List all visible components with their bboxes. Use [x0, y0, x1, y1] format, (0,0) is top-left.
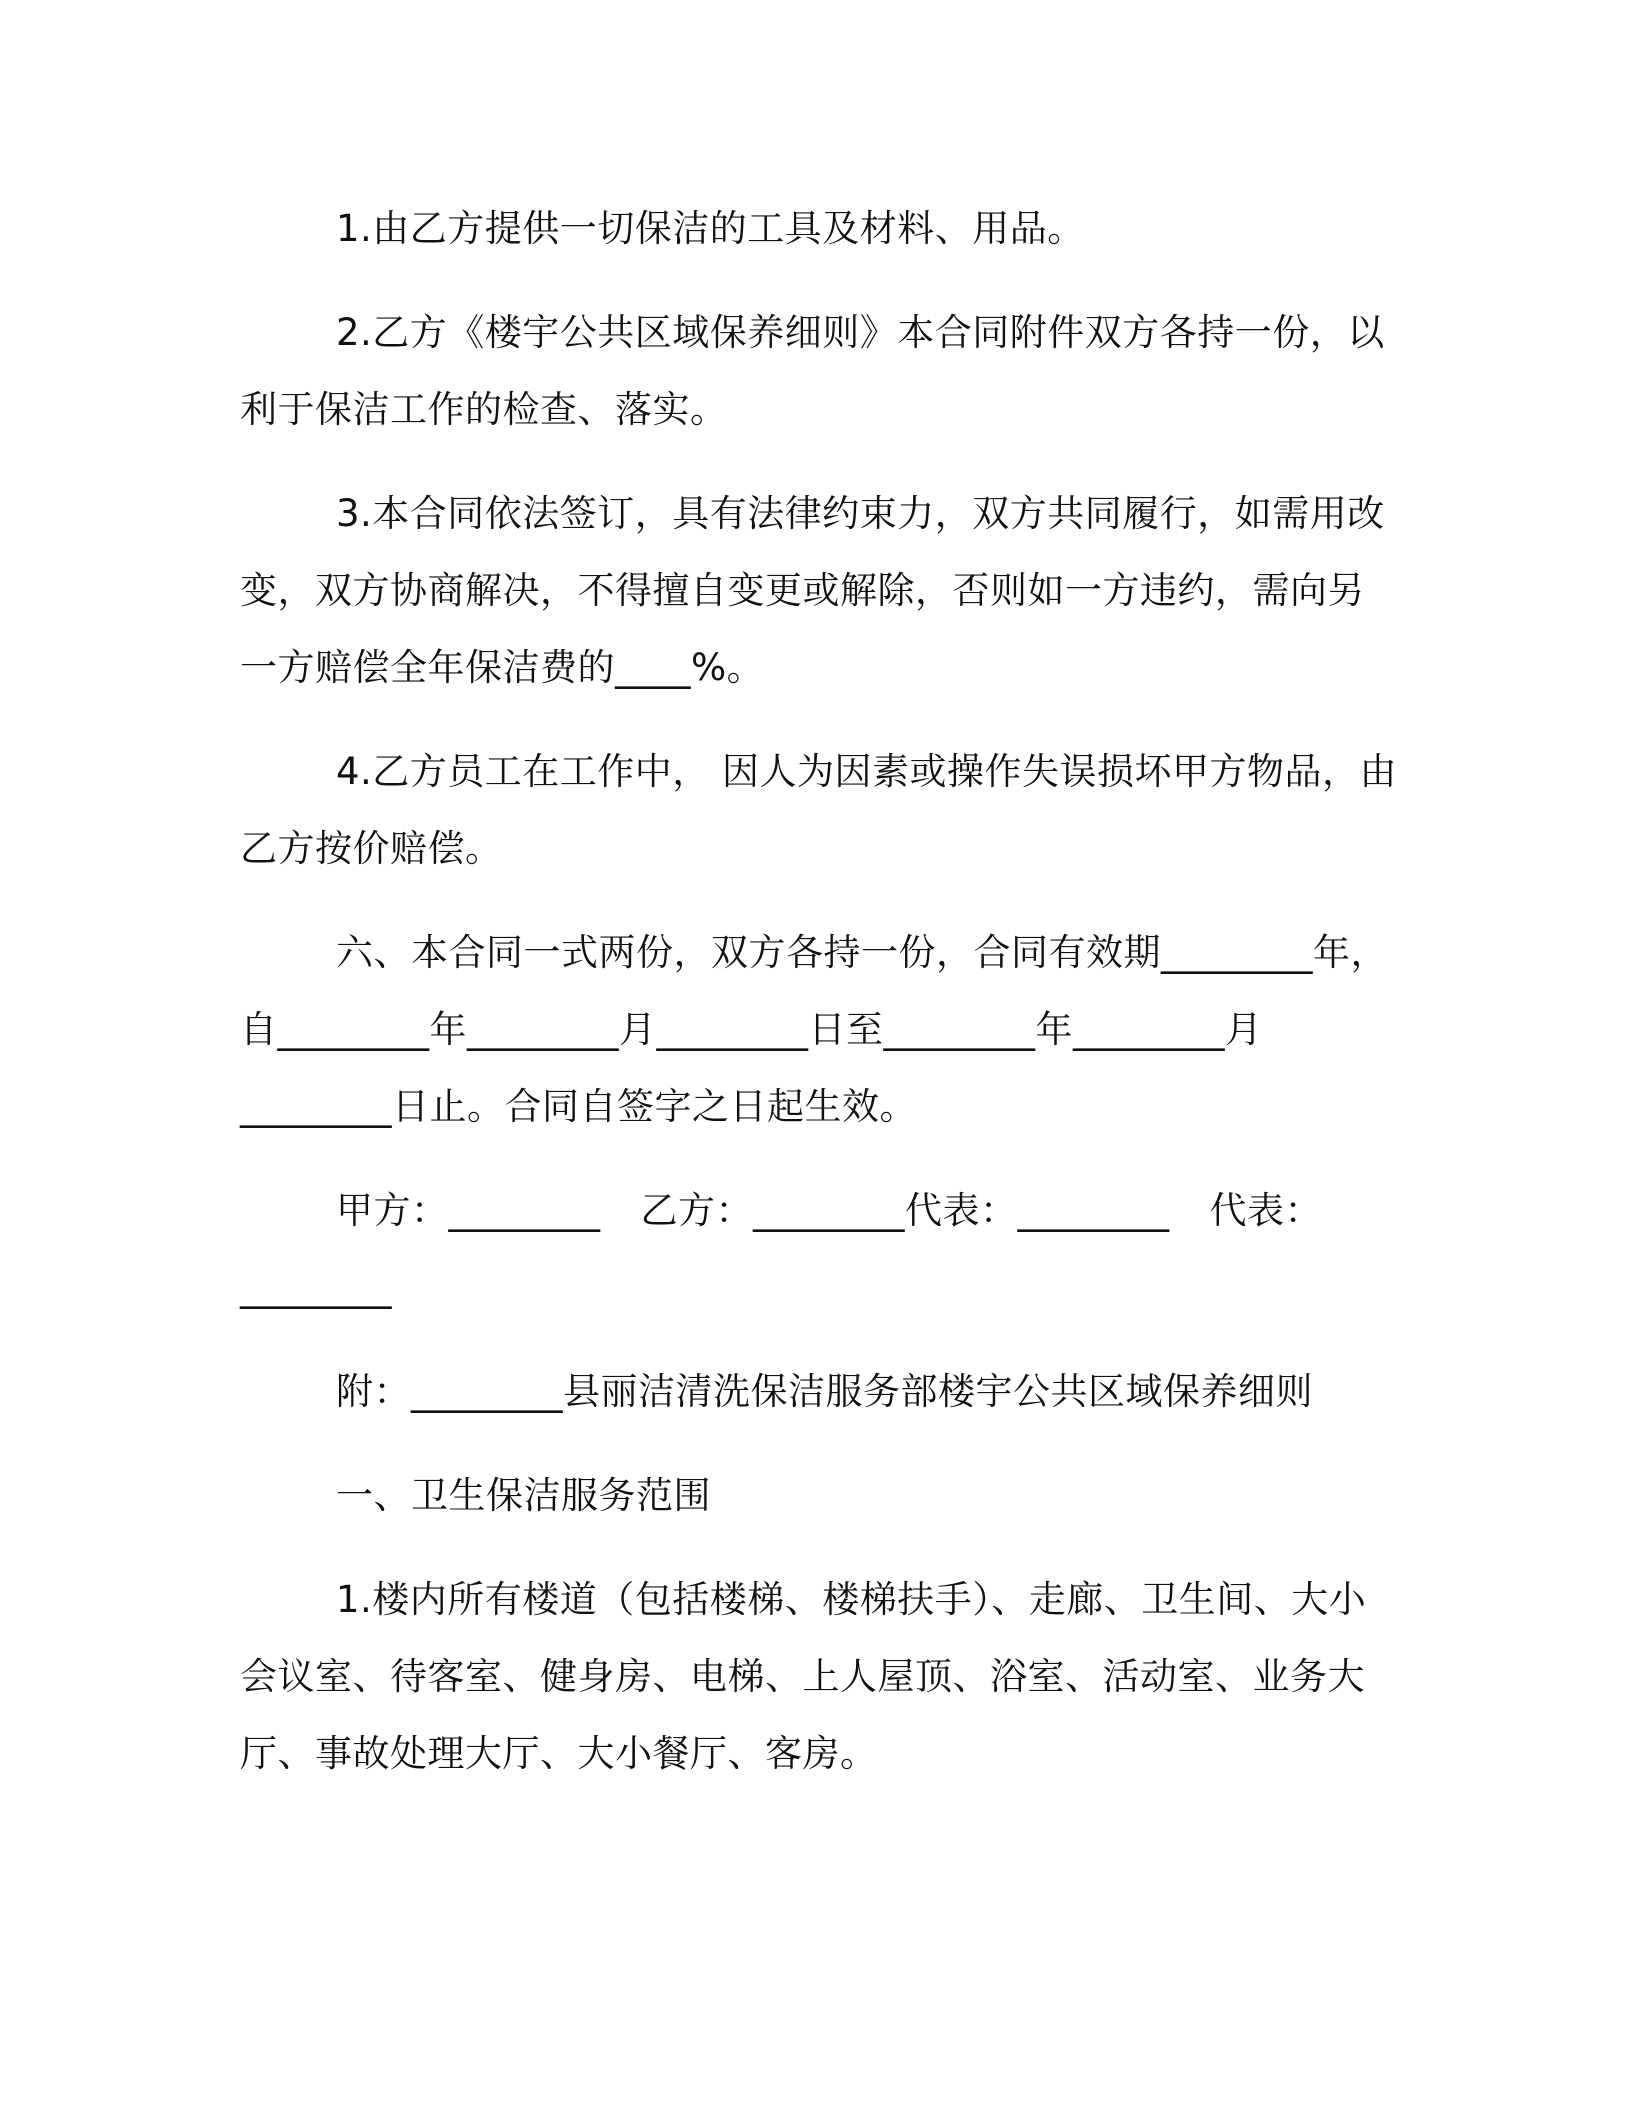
clause-2 — [240, 294, 1385, 448]
signature-block — [240, 1172, 1380, 1326]
clause-4-line-2: 乙方按价赔偿。 — [240, 827, 503, 870]
signature-line — [240, 1172, 1380, 1249]
scope-line-3: 厅、事故处理大厅、大小餐厅、客房。 — [240, 1732, 878, 1775]
rep-a-signature: 代表：________ — [905, 1189, 1170, 1232]
clause-3-line-1: 3.本合同依法签订，具有法律约束力，双方共同履行，如需用改 — [336, 492, 1385, 535]
scope-line-2: 会议室、待客室、健身房、电梯、上人屋顶、浴室、活动室、业务大 — [240, 1655, 1365, 1698]
clause-3-line-3: 一方赔偿全年保洁费的____%。 — [240, 646, 765, 689]
clause-3-line-2: 变，双方协商解决，不得擅自变更或解除，否则如一方违约，需向另 — [240, 569, 1365, 612]
appendix-title — [240, 1353, 1380, 1430]
party-a-signature: 甲方：________ — [336, 1189, 601, 1232]
clause-1 — [240, 190, 1380, 267]
clause-4 — [240, 733, 1398, 887]
rep-b-signature: 代表： — [1209, 1189, 1322, 1232]
clause-6-line-1: 六、本合同一式两份，双方各持一份，合同有效期________年， — [336, 931, 1388, 974]
section-title-line: 一、卫生保洁服务范围 — [336, 1474, 711, 1517]
clause-2-line-1: 2.乙方《楼宇公共区域保养细则》本合同附件双方各持一份，以 — [336, 311, 1385, 354]
clause-3 — [240, 475, 1385, 706]
rep-b-blank: ________ — [240, 1266, 392, 1309]
scope-line-1: 1.楼内所有楼道（包括楼梯、楼梯扶手）、走廊、卫生间、大小 — [336, 1578, 1367, 1621]
clause-6-line-3: ________日止。合同自签字之日起生效。 — [240, 1085, 917, 1128]
scope-item-1 — [240, 1561, 1380, 1792]
clause-6-term — [240, 914, 1388, 1145]
clause-2-line-2: 利于保洁工作的检查、落实。 — [240, 388, 728, 431]
clause-1-line-1: 1.由乙方提供一切保洁的工具及材料、用品。 — [336, 207, 1085, 250]
clause-6-line-2: 自________年________月________日至________年________月 — [240, 1008, 1263, 1051]
party-b-signature: 乙方：________ — [640, 1189, 905, 1232]
section-title — [240, 1457, 1380, 1534]
document-body — [240, 190, 1398, 1819]
clause-4-line-1: 4.乙方员工在工作中， 因人为因素或操作失误损坏甲方物品，由 — [336, 750, 1398, 793]
appendix-line: 附：________县丽洁清洗保洁服务部楼宇公共区域保养细则 — [336, 1370, 1313, 1413]
